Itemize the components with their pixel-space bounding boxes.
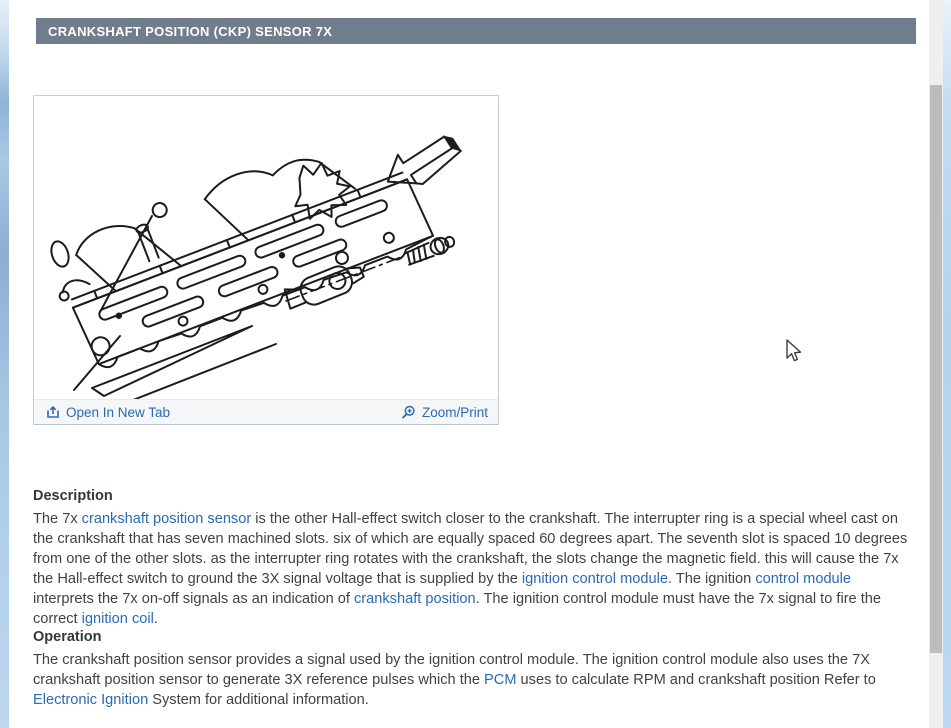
text-run: is the other Hall-effect switch closer to the crankshaft. The interrupter ring is a special wheel cast on the crankshaft that has seven machined slots. six of which are equally spaced 60 degrees apart. The seventh slot is spaced 10 degrees from one of the other slots. as the interrupter ring rotates with the crankshaft, the slots change the magnetic field. this will cause the 7x the Hall-effect switch to ground the 3X signal voltage that is supplied by the [33, 511, 908, 587]
scrollbar-thumb[interactable] [930, 85, 942, 653]
description-heading: Description [33, 488, 113, 504]
section-title-bar [36, 18, 916, 44]
text-run: uses to calculate RPM and crankshaft position Refer to [516, 672, 876, 688]
background-strip-left [0, 0, 9, 728]
inline-link[interactable]: crankshaft position sensor [81, 511, 252, 527]
inline-link[interactable]: Electronic Ignition [33, 692, 149, 708]
figure-footer [34, 399, 498, 424]
diagram-image[interactable] [34, 96, 498, 399]
description-paragraph [33, 509, 909, 629]
engine-diagram-art [34, 96, 498, 399]
scrollbar[interactable] [929, 0, 943, 728]
inline-link[interactable]: ignition control module [521, 571, 668, 587]
text-run: The 7x [33, 511, 82, 527]
text-run: interprets the 7x on-off signals as an indication of [33, 591, 354, 607]
operation-paragraph [33, 650, 909, 710]
open-in-new-tab-link[interactable] [46, 405, 170, 420]
inline-link[interactable]: control module [755, 571, 852, 587]
operation-heading: Operation [33, 629, 102, 645]
page-title: CRANKSHAFT POSITION (CKP) SENSOR 7X [48, 23, 333, 39]
inline-link[interactable]: PCM [484, 672, 517, 688]
text-run: . The ignition control module must have the 7x signal to fire the correct [33, 591, 882, 627]
text-run: The crankshaft position sensor provides a signal used by the ignition control module. The ignition control module also uses the 7X crankshaft position sensor to generate 3X reference pulses which the [33, 652, 870, 688]
mouse-cursor [784, 339, 802, 365]
inline-link[interactable]: crankshaft position [353, 591, 476, 607]
text-run: System for additional information. [148, 692, 369, 708]
zoom-print-label: Zoom/Print [421, 404, 488, 420]
text-run: . The ignition [667, 571, 756, 587]
open-in-new-tab-label: Open In New Tab [66, 404, 171, 420]
magnifier-plus-icon [401, 405, 416, 420]
open-in-new-tab-icon [46, 405, 60, 419]
inline-link[interactable]: ignition coil [81, 611, 154, 627]
background-strip-right [943, 0, 951, 728]
zoom-print-link[interactable] [401, 405, 488, 420]
figure-card [33, 95, 499, 425]
text-run: . [153, 611, 158, 627]
